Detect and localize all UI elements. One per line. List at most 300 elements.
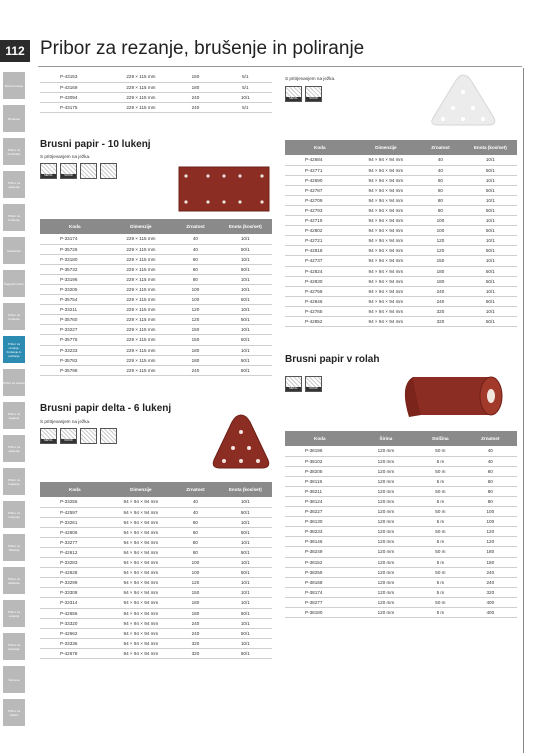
table-cell: 50 m <box>417 547 463 557</box>
table-cell: 60 <box>172 527 218 537</box>
table-cell: 50 m <box>417 567 463 577</box>
table-cell: P-42737 <box>285 256 355 266</box>
sidebar-tab[interactable]: Pribor za vijačenje <box>3 171 25 198</box>
table-cell: P-42793 <box>285 205 355 215</box>
table-cell: 180 <box>417 266 463 276</box>
wood-icon: WOOD <box>305 86 322 102</box>
table-cell: 229 × 115 mm <box>110 92 173 102</box>
table-cell: 180 <box>172 345 218 355</box>
table-row <box>40 244 272 254</box>
table-cell: 50/1 <box>464 185 517 195</box>
table-cell: 120 mm <box>355 608 418 618</box>
table-row <box>40 618 272 628</box>
sidebar-tab[interactable]: Pribor za barvanje <box>3 633 25 660</box>
table-cell: P-33174 <box>40 234 110 244</box>
table-10-holes-body <box>40 234 272 375</box>
table-cell: 229 × 115 mm <box>110 355 173 365</box>
table-cell: 50 m <box>417 507 463 517</box>
table-cell: 10/1 <box>219 254 272 264</box>
table-cell: 320 <box>172 638 218 648</box>
table-cell: 180 <box>417 276 463 286</box>
sidebar-tab[interactable]: Brušenje <box>3 105 25 132</box>
table-cell: 10/1 <box>464 236 517 246</box>
table-cell: 50/1 <box>464 296 517 306</box>
sidebar-tab[interactable]: Delovne <box>3 666 25 693</box>
table-cell: 240 <box>417 296 463 306</box>
table-cell: P-38124 <box>285 496 355 506</box>
sidebar-tab[interactable]: Pribor za brusilnike <box>3 138 25 165</box>
table-cell: 40 <box>417 165 463 175</box>
table-cell: 120 <box>172 315 218 325</box>
table-row <box>285 597 517 607</box>
table-cell: 60 <box>172 264 218 274</box>
table-roll <box>285 431 517 618</box>
table-cell: 150 <box>417 256 463 266</box>
column-header: Dolžina <box>417 431 463 446</box>
section-10-note: S pritrjevanjem na ježka. <box>40 154 91 159</box>
column-header: Dimenzije <box>110 482 173 497</box>
table-cell: P-33255 <box>40 497 110 507</box>
table-cell: 94 × 94 × 94 mm <box>355 165 418 175</box>
table-cell: 229 × 115 mm <box>110 102 173 112</box>
table-cell: 5 m <box>417 587 463 597</box>
table-cell: 94 × 94 × 94 mm <box>355 246 418 256</box>
wood-icon: WOOD <box>60 428 77 444</box>
table-cell: 10/1 <box>219 537 272 547</box>
table-cell: 180 <box>172 82 218 92</box>
table-cell: P-33261 <box>40 517 110 527</box>
table-cell: 10/1 <box>219 588 272 598</box>
table-cell: 240 <box>172 102 218 112</box>
table-row <box>40 284 272 294</box>
table-cell: 40 <box>172 244 218 254</box>
table-cell: 180 <box>172 598 218 608</box>
table-cell: P-38233 <box>285 527 355 537</box>
table-cell: 229 × 115 mm <box>110 365 173 375</box>
table-cell: P-42787 <box>285 185 355 195</box>
delta-sandpaper-white-image <box>428 72 498 128</box>
table-cell: 10/1 <box>219 92 272 102</box>
table-row <box>40 517 272 527</box>
sidebar-tab[interactable]: Pribor za varjenje <box>3 600 25 627</box>
table-cell: 94 × 94 × 94 mm <box>355 216 418 226</box>
sidebar-tab[interactable]: Pribor za žaganje <box>3 402 25 429</box>
table-cell: 100 <box>172 284 218 294</box>
table-row <box>285 276 517 286</box>
table-row <box>40 547 272 557</box>
table-cell: 229 × 115 mm <box>110 295 173 305</box>
table-cell: 240 <box>464 567 517 577</box>
table-cell: 229 × 115 mm <box>110 234 173 244</box>
table-row <box>285 256 517 266</box>
table-cell: 229 × 115 mm <box>110 244 173 254</box>
table-row <box>40 568 272 578</box>
table-cell: 229 × 115 mm <box>110 345 173 355</box>
table-row <box>285 537 517 547</box>
table-cell: P-33336 <box>40 638 110 648</box>
table-cell: 5 m <box>417 496 463 506</box>
metal-icon: METAL <box>40 428 57 444</box>
sidebar-tab[interactable]: Pribor za vrtanje <box>3 369 25 396</box>
table-cell: P-42771 <box>285 165 355 175</box>
table-cell: P-42684 <box>285 155 355 165</box>
column-header: Koda <box>285 431 355 446</box>
sidebar-tab[interactable]: Pribor za lepljenje <box>3 468 25 495</box>
column-header: Enota (kos/set) <box>219 219 272 234</box>
surface-icon <box>80 428 97 444</box>
table-cell: 50/1 <box>219 264 272 274</box>
table-cell: P-33180 <box>40 254 110 264</box>
table-cell: 94 × 94 × 94 mm <box>355 185 418 195</box>
sandpaper-roll-image <box>395 365 507 425</box>
table-cell: P-38180 <box>285 608 355 618</box>
table-row <box>285 246 517 256</box>
table-cell: 120 mm <box>355 496 418 506</box>
metal-icon: METAL <box>285 86 302 102</box>
table-cell: 40 <box>464 446 517 456</box>
table-cell: 94 × 94 × 94 mm <box>110 618 173 628</box>
table-cell: 5/1 <box>219 82 272 92</box>
table-cell: 229 × 115 mm <box>110 305 173 315</box>
table-cell: 180 <box>464 547 517 557</box>
sidebar-tab[interactable]: Razrezovanje <box>3 72 25 99</box>
table-row <box>40 365 272 375</box>
sidebar-tab[interactable]: Pribor za brušenje <box>3 303 25 330</box>
table-cell: P-42818 <box>285 246 355 256</box>
table-cell: 5 m <box>417 517 463 527</box>
table-cell: 10/1 <box>219 558 272 568</box>
table-cell: P-42678 <box>40 648 110 658</box>
table-row <box>285 456 517 466</box>
table-cell: P-35726 <box>40 244 110 254</box>
table-row <box>285 165 517 175</box>
table-cell: 60 <box>417 175 463 185</box>
table-cell: 40 <box>417 155 463 165</box>
table-cell: 94 × 94 × 94 mm <box>110 507 173 517</box>
table-cell: 10/1 <box>219 284 272 294</box>
table-cell: P-42606 <box>40 527 110 537</box>
table-cell: 94 × 94 × 94 mm <box>355 226 418 236</box>
table-cell: 229 × 115 mm <box>110 82 173 92</box>
table-cell: 120 <box>417 246 463 256</box>
material-icons-roll <box>285 376 322 392</box>
table-cell: 40 <box>172 234 218 244</box>
table-cell: 10/1 <box>464 195 517 205</box>
table-cell: 50/1 <box>219 648 272 658</box>
table-row <box>285 205 517 215</box>
sidebar-tab[interactable]: Pribor za vijačenje <box>3 435 25 462</box>
table-cell: 50/1 <box>464 246 517 256</box>
sidebar-tab[interactable]: Diamantni <box>3 237 25 264</box>
table-cell: 94 × 94 × 94 mm <box>110 568 173 578</box>
table-row <box>40 254 272 264</box>
table-cell: 10/1 <box>219 618 272 628</box>
table-cell: 94 × 94 × 94 mm <box>355 195 418 205</box>
table-row <box>285 296 517 306</box>
table-cell: P-33211 <box>40 305 110 315</box>
table-cell: 10/1 <box>219 497 272 507</box>
section-title-roll: Brusni papir v rolah <box>285 354 380 365</box>
table-cell: 229 × 115 mm <box>110 315 173 325</box>
table-10-holes <box>40 219 272 376</box>
column-header: Zrnatost <box>172 482 218 497</box>
table-row <box>40 638 272 648</box>
table-row <box>40 295 272 305</box>
table-cell: 80 <box>172 274 218 284</box>
table-row <box>285 557 517 567</box>
table-cell: 10/1 <box>464 216 517 226</box>
table-row <box>285 486 517 496</box>
table-cell: 94 × 94 × 94 mm <box>355 276 418 286</box>
table-cell: 50/1 <box>219 527 272 537</box>
table-row <box>40 82 272 92</box>
table-cell: 50/1 <box>464 276 517 286</box>
table-cell: P-43169 <box>40 82 110 92</box>
table-cell: 120 mm <box>355 547 418 557</box>
table-cell: 120 mm <box>355 567 418 577</box>
table-cell: 50/1 <box>464 205 517 215</box>
table-row <box>285 517 517 527</box>
table-cell: P-35760 <box>40 315 110 325</box>
table-cell: 50 m <box>417 466 463 476</box>
table-cell: P-38249 <box>285 547 355 557</box>
table-cell: P-38118 <box>285 476 355 486</box>
table-cell: 94 × 94 × 94 mm <box>110 537 173 547</box>
sandpaper-10-holes-image <box>178 166 270 212</box>
surface-icon <box>80 163 97 179</box>
table-row <box>40 92 272 102</box>
table-cell: 229 × 115 mm <box>110 264 173 274</box>
table-cell: 320 <box>464 587 517 597</box>
table-cell: 10/1 <box>464 175 517 185</box>
column-header: Koda <box>285 140 355 155</box>
table-cell: 60 <box>172 517 218 527</box>
material-icons-10 <box>40 163 117 179</box>
table-cell: 229 × 115 mm <box>110 254 173 264</box>
table-row <box>40 578 272 588</box>
sidebar-tab[interactable]: Pribor za čiščenje <box>3 534 25 561</box>
page-title: Pribor za rezanje, brušenje in poliranje <box>40 38 365 59</box>
table-cell: 50/1 <box>464 266 517 276</box>
table-cell: 10/1 <box>219 578 272 588</box>
table-cell: P-42830 <box>285 276 355 286</box>
table-row <box>40 648 272 658</box>
table-cell: 120 mm <box>355 456 418 466</box>
table-cell: 94 × 94 × 94 mm <box>110 497 173 507</box>
material-icons-right <box>285 86 322 102</box>
table-cell: 50/1 <box>219 568 272 578</box>
continuation-table <box>40 72 272 113</box>
table-cell: 229 × 115 mm <box>110 72 173 82</box>
table-row <box>285 317 517 327</box>
table-cell: 120 mm <box>355 587 418 597</box>
table-cell: 40 <box>172 507 218 517</box>
table-cell: 10/1 <box>219 638 272 648</box>
table-cell: P-38174 <box>285 587 355 597</box>
table-cell: 94 × 94 × 94 mm <box>110 558 173 568</box>
table-row <box>40 335 272 345</box>
table-cell: 80 <box>172 537 218 547</box>
table-cell: P-42824 <box>285 266 355 276</box>
table-cell: 94 × 94 × 94 mm <box>110 588 173 598</box>
table-row <box>285 306 517 316</box>
sidebar-tab[interactable]: Pribor za stiskanje <box>3 567 25 594</box>
table-cell: 320 <box>417 306 463 316</box>
table-cell: P-35776 <box>40 335 110 345</box>
column-header: Dimenzije <box>355 140 418 155</box>
table-cell: P-38146 <box>285 537 355 547</box>
table-cell: 320 <box>172 648 218 658</box>
table-cell: P-38205 <box>285 466 355 476</box>
table-row <box>40 537 272 547</box>
paint-icon <box>100 163 117 179</box>
table-cell: 240 <box>172 92 218 102</box>
table-cell: 100 <box>417 216 463 226</box>
table-row <box>40 588 272 598</box>
table-row <box>285 446 517 456</box>
table-cell: 94 × 94 × 94 mm <box>110 638 173 648</box>
table-cell: 120 <box>172 305 218 315</box>
table-cell: 80 <box>464 486 517 496</box>
column-header: Širina <box>355 431 418 446</box>
table-cell: 229 × 115 mm <box>110 274 173 284</box>
sidebar-tab[interactable]: Pribor za merjenje <box>3 501 25 528</box>
table-cell: P-33277 <box>40 537 110 547</box>
table-cell: 40 <box>172 497 218 507</box>
table-cell: P-33283 <box>40 558 110 568</box>
table-cell: P-38152 <box>285 557 355 567</box>
table-row <box>285 286 517 296</box>
table-cell: P-33196 <box>40 274 110 284</box>
right-note: S pritrjevanjem na ježka. <box>285 76 336 81</box>
table-cell: 240 <box>172 628 218 638</box>
section-title-10-holes: Brusni papir - 10 lukenj <box>40 139 151 150</box>
table-cell: P-42846 <box>285 296 355 306</box>
wood-icon: WOOD <box>60 163 77 179</box>
table-cell: 5 m <box>417 608 463 618</box>
table-cell: 100 <box>172 558 218 568</box>
table-cell: P-42715 <box>285 216 355 226</box>
table-cell: 100 <box>464 507 517 517</box>
table-cell: 229 × 115 mm <box>110 284 173 294</box>
section-title-delta: Brusni papir delta - 6 lukenj <box>40 403 172 414</box>
table-cell: P-38227 <box>285 507 355 517</box>
column-header: Enota (kos/set) <box>219 482 272 497</box>
table-cell: 180 <box>172 355 218 365</box>
delta-table-right <box>285 140 517 327</box>
table-cell: P-42765 <box>285 306 355 316</box>
table-cell: 50 m <box>417 527 463 537</box>
table-row <box>40 274 272 284</box>
table-row <box>285 226 517 236</box>
table-cell: 229 × 115 mm <box>110 325 173 335</box>
delta-sandpaper-red-image <box>210 412 272 472</box>
table-cell: 50/1 <box>219 315 272 325</box>
table-cell: 10/1 <box>219 325 272 335</box>
table-cell: 240 <box>172 618 218 628</box>
table-row <box>40 72 272 82</box>
table-cell: 120 mm <box>355 486 418 496</box>
sidebar-tab[interactable]: Žagarski pribor <box>3 270 25 297</box>
column-header: Zrnatost <box>172 219 218 234</box>
table-cell: 94 × 94 × 94 mm <box>355 296 418 306</box>
table-cell: 94 × 94 × 94 mm <box>110 527 173 537</box>
table-cell: P-38102 <box>285 456 355 466</box>
table-row <box>285 507 517 517</box>
table-cell: 5 m <box>417 557 463 567</box>
table-cell: 94 × 94 × 94 mm <box>355 155 418 165</box>
table-row <box>40 598 272 608</box>
table-row <box>40 315 272 325</box>
table-cell: 94 × 94 × 94 mm <box>355 306 418 316</box>
table-cell: P-38168 <box>285 577 355 587</box>
table-row <box>40 325 272 335</box>
sidebar-tab[interactable]: Pribor za brušenje <box>3 204 25 231</box>
table-cell: 94 × 94 × 94 mm <box>110 598 173 608</box>
section-delta-note: S pritrjevanjem na ježka. <box>40 419 91 424</box>
table-cell: 50/1 <box>219 628 272 638</box>
table-cell: 240 <box>417 286 463 296</box>
table-cell: P-43094 <box>40 92 110 102</box>
table-cell: 50 m <box>417 597 463 607</box>
table-row <box>40 507 272 517</box>
table-row <box>40 527 272 537</box>
material-icons-delta <box>40 428 117 444</box>
table-cell: 180 <box>172 608 218 618</box>
sidebar-tab[interactable]: Pribor za zaščito <box>3 699 25 726</box>
table-row <box>285 587 517 597</box>
table-cell: 40 <box>464 456 517 466</box>
table-row <box>285 195 517 205</box>
table-cell: P-35754 <box>40 295 110 305</box>
table-cell: 100 <box>172 295 218 305</box>
table-cell: 94 × 94 × 94 mm <box>110 628 173 638</box>
table-roll-body <box>285 446 517 618</box>
table-cell: 400 <box>464 608 517 618</box>
sidebar-tab[interactable]: Pribor za rezanje, brušenje in poliranje <box>3 336 25 363</box>
table-cell: 120 mm <box>355 517 418 527</box>
table-row <box>285 567 517 577</box>
page-number: 112 <box>0 40 30 62</box>
table-cell: 50/1 <box>219 335 272 345</box>
table-cell: 60 <box>172 254 218 264</box>
table-row <box>285 577 517 587</box>
table-cell: P-42656 <box>40 608 110 618</box>
table-cell: 50/1 <box>219 547 272 557</box>
table-cell: 120 mm <box>355 537 418 547</box>
table-cell: P-42802 <box>285 226 355 236</box>
column-header: Zrnatost <box>417 140 463 155</box>
table-cell: 120 mm <box>355 446 418 456</box>
table-cell: 94 × 94 × 94 mm <box>110 608 173 618</box>
table-cell: 100 <box>172 568 218 578</box>
table-cell: 10/1 <box>464 256 517 266</box>
column-header: Koda <box>40 482 110 497</box>
table-row <box>285 608 517 618</box>
table-cell: 50 m <box>417 446 463 456</box>
table-cell: P-33314 <box>40 598 110 608</box>
table-cell: P-42662 <box>40 628 110 638</box>
table-row <box>285 216 517 226</box>
table-delta <box>40 482 272 659</box>
table-cell: 120 <box>464 537 517 547</box>
table-cell: 150 <box>172 335 218 345</box>
table-row <box>285 175 517 185</box>
table-cell: P-33227 <box>40 325 110 335</box>
table-cell: 50/1 <box>219 507 272 517</box>
table-cell: P-33233 <box>40 345 110 355</box>
table-row <box>285 155 517 165</box>
